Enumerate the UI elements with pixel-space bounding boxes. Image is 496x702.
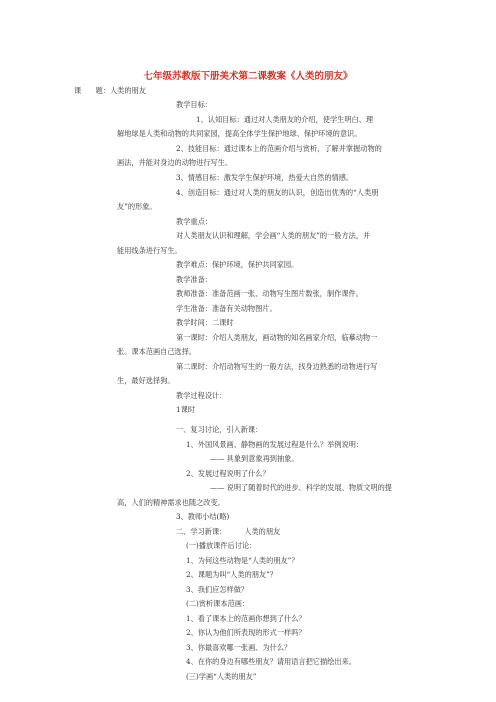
text-line: 2、技能目标：通过课本上的范画介绍与赏析，了解并掌握动物的 [176, 144, 382, 153]
text-line: 3、你最喜欢哪一张画、为什么？ [186, 643, 292, 652]
document-title: 七年级苏教版下册美术第二课教案《人类的朋友》 [143, 71, 353, 82]
text-line: 画法，并能对身边的动物进行写生。 [117, 158, 233, 167]
text-line: 1、认知目标：通过对人类朋友的介绍，使学生明白、理 [196, 115, 374, 124]
text-line: (一)播放课件后讨论： [186, 541, 257, 550]
text-line: —— 说明了随着时代的进步、科学的发展、物质文明的提 [210, 483, 392, 492]
text-line: 高，人们的精神需求也随之改变。 [117, 498, 225, 507]
text-line: 教学时间：二课时 [176, 318, 234, 327]
text-line: —— 具象到意象再到抽象。 [210, 454, 299, 463]
text-line: 教师准备：准备范画一张、动物写生图片数张，制作课件。 [176, 289, 363, 298]
text-line: 1、为何这些动物是“人类的朋友”？ [186, 556, 299, 565]
lesson-topic: 课 题：人类的朋友 [74, 86, 146, 95]
text-line: 2、你认为他们所表现的形式一样吗？ [186, 628, 306, 637]
text-line: 张。课本范画自己选择。 [117, 347, 197, 356]
text-line: 3、教师小结(略) [176, 512, 230, 521]
section-heading: 一、复习讨论，引入新课： [176, 425, 263, 434]
text-line: 3、情感目标：激发学生保护环境，热爱大自然的情感。 [176, 173, 354, 182]
text-line: (三)学画“人类的朋友” [186, 672, 257, 681]
text-line: 友”的形象。 [117, 202, 157, 211]
text-line: 2、课题为叫“人类的朋友”？ [186, 570, 277, 579]
text-line: 能用线条进行写生。 [117, 246, 182, 255]
section-heading: 二、学习新课： 人类的朋友 [176, 527, 281, 536]
text-line: 学生准备：准备有关动物图片。 [176, 304, 277, 313]
text-line: 解地球是人类和动物的共同家园，提高全体学生保护地球、保护环境的意识。 [117, 129, 362, 138]
process-heading: 教学过程设计： [176, 391, 227, 400]
text-line: 第二课时：介绍动物写生的一般方法，找身边熟悉的动物进行写 [176, 362, 378, 371]
text-line: 4、在你的身边有哪些朋友？请用语言把它描绘出来。 [186, 657, 356, 666]
text-line: 1课时 [176, 405, 195, 414]
text-line: 教学难点：保护环境，保护共同家园。 [176, 260, 299, 269]
preparation-heading: 教学准备： [176, 275, 212, 284]
text-line: 生，最好选择狗。 [117, 376, 175, 385]
text-line: 4、创造目标：通过对人类的朋友的认识，创造出优秀的“人类朋 [176, 188, 379, 197]
text-line: 3、我们应怎样做？ [186, 585, 249, 594]
objectives-heading: 教学目标： [176, 100, 212, 109]
text-line: 2、发展过程说明了什么？ [186, 469, 270, 478]
text-line: 对人类朋友认识和理解，学会画“人类的朋友”的一般方法，并 [176, 231, 371, 240]
text-line: 第一课时：介绍人类朋友，画动物的知名画家介绍，临摹动物一 [176, 333, 378, 342]
text-line: (二)赏析课本范画： [186, 599, 250, 608]
key-points-heading: 教学重点： [176, 217, 212, 226]
text-line: 1、看了课本上的范画你想到了什么？ [186, 614, 306, 623]
text-line: 1、外国风景画、静物画的发展过程是什么？举例说明： [186, 440, 364, 449]
